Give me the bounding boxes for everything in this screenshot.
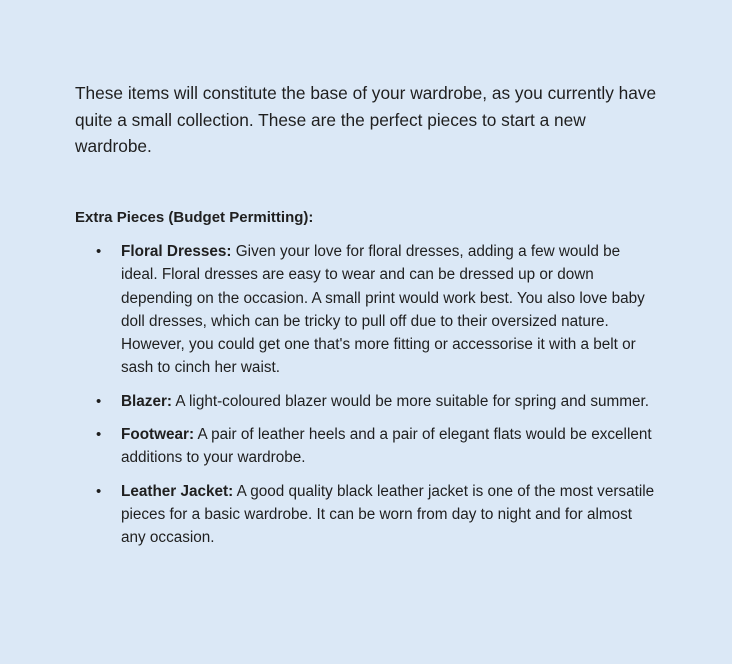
item-text: A good quality black leather jacket is one of the most versatile pieces for a basic wardrobe. It can be worn from day to night and for almost any occasion. [121, 482, 655, 547]
list-item-leather-jacket [96, 480, 656, 550]
item-term: Floral Dresses: [121, 243, 232, 260]
bullet-icon: • [96, 392, 102, 410]
extras-list [96, 240, 656, 560]
list-item-floral-dresses [96, 240, 656, 380]
item-text: A pair of leather heels and a pair of elegant flats would be excellent additions to your wardrobe. [121, 426, 652, 467]
item-term: Footwear: [121, 426, 195, 444]
list-item-footwear [96, 423, 656, 470]
bullet-icon: • [96, 243, 102, 260]
item-term: Blazer: [121, 392, 173, 410]
extras-heading: Extra Pieces (Budget Permitting): [75, 209, 314, 226]
list-item-blazer [96, 390, 656, 413]
item-text: A light-coloured blazer would be more suitable for spring and summer. [175, 392, 650, 410]
item-term: Leather Jacket: [121, 482, 234, 500]
bullet-icon: • [96, 426, 102, 444]
bullet-icon: • [96, 482, 102, 500]
intro-paragraph: These items will constitute the base of your wardrobe, as you currently have quite a small collection. These are the perfect pieces to start a new wardrobe. [75, 83, 657, 156]
item-text: Given your love for floral dresses, adding a few would be ideal. Floral dresses are easy to wear and can be dressed up or down depending on the occasion. A small print would work best. You also love baby doll dresses, which can be tricky to pull off due to their oversized nature. However, you could get one that's more fitting or accessorise it with a belt or sash to cinch her waist. [121, 243, 645, 377]
